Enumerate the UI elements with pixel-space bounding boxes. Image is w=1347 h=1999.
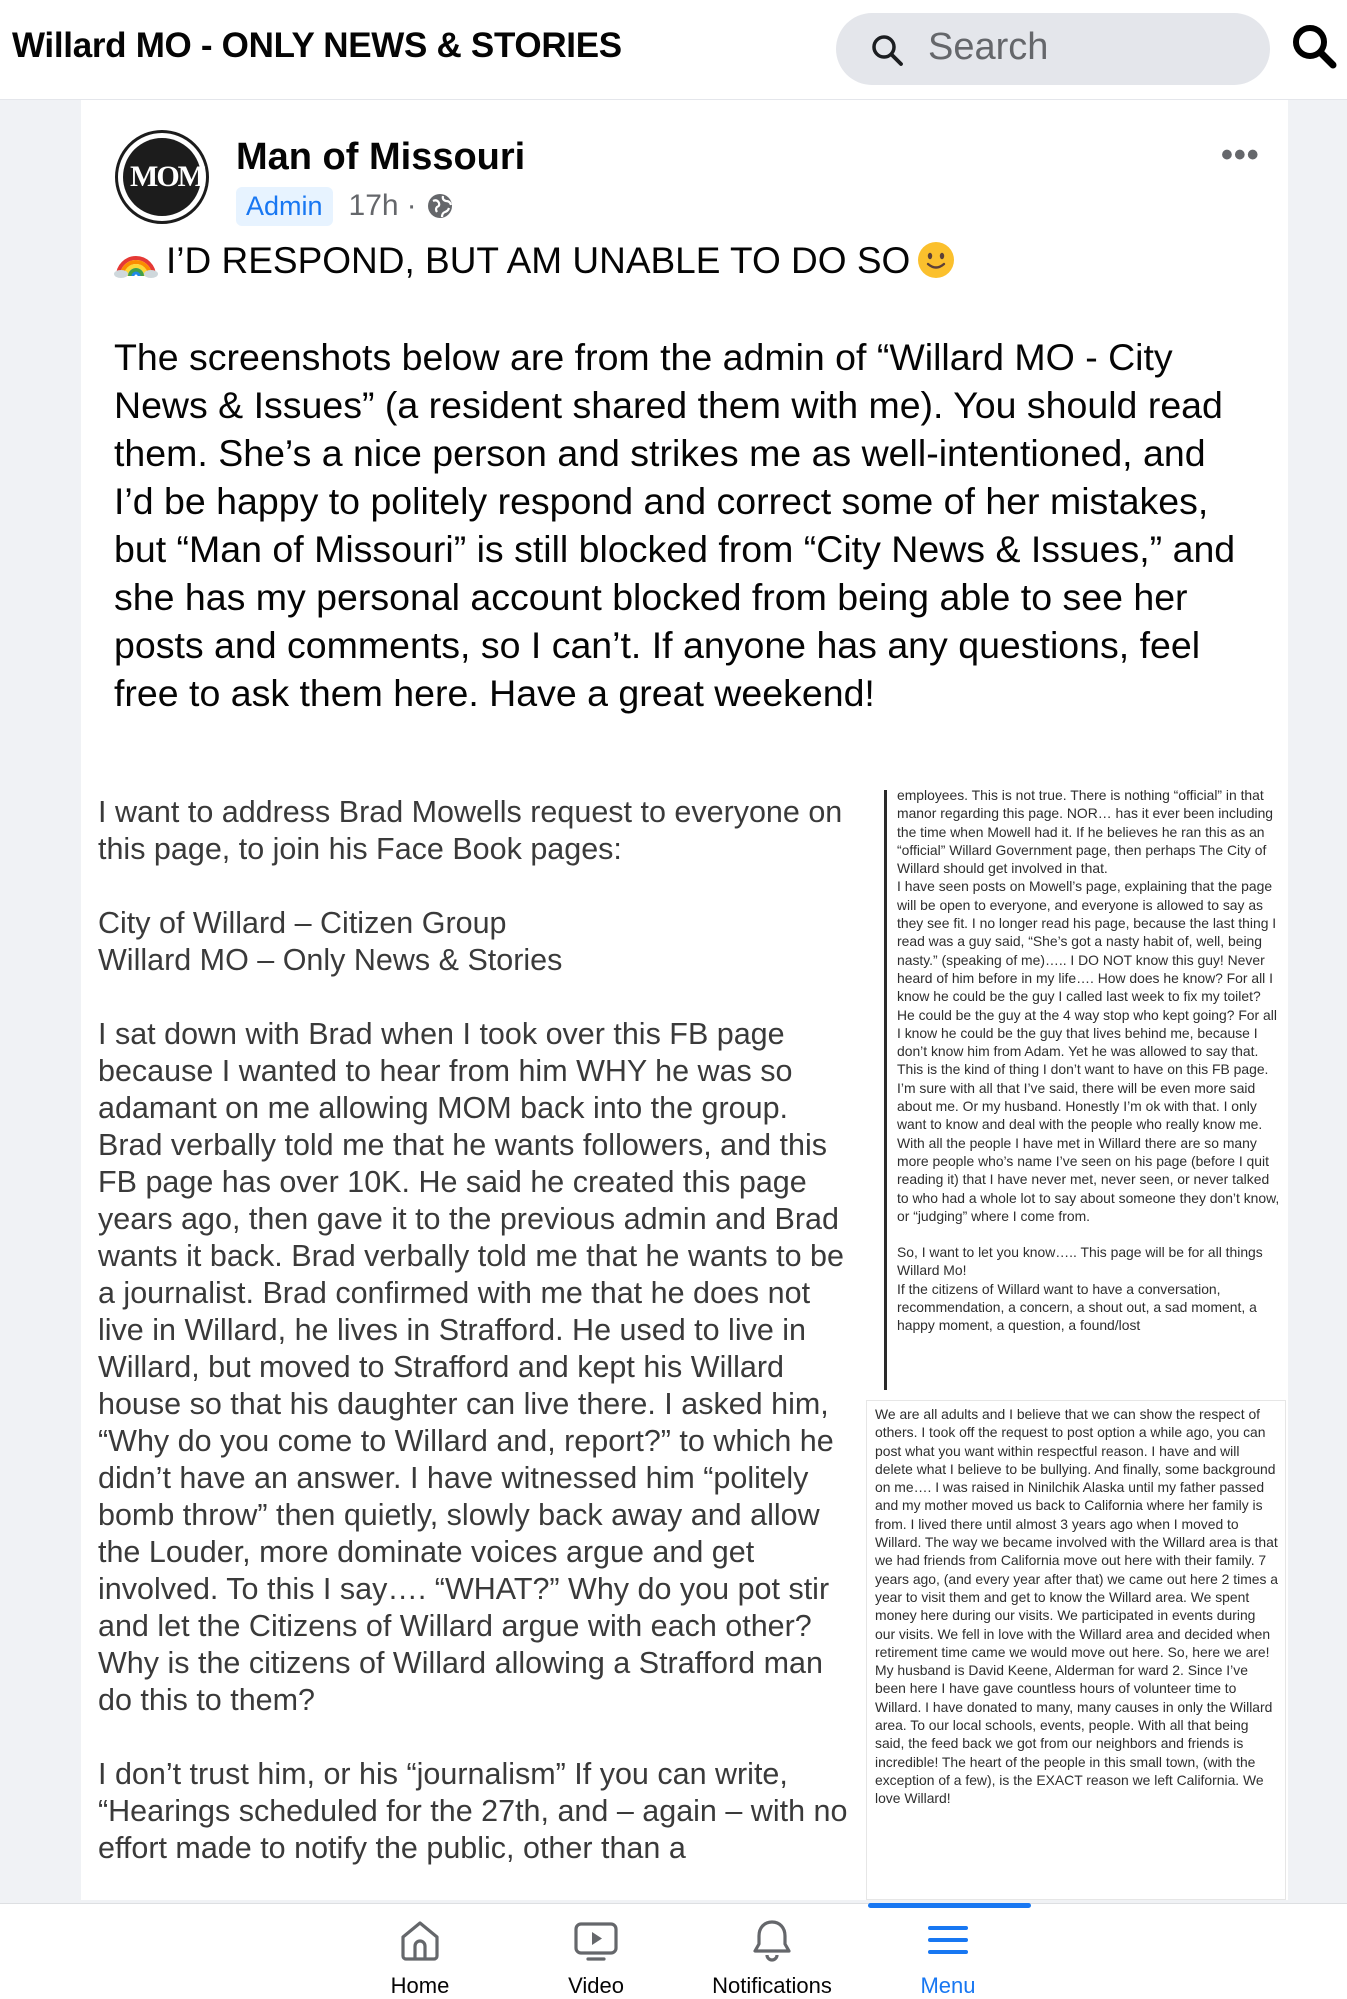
post-author[interactable]: Man of Missouri — [236, 136, 526, 178]
globe-icon — [425, 191, 455, 221]
nav-home-label: Home — [390, 1973, 450, 1998]
post-images[interactable] — [81, 790, 1288, 1900]
post-meta — [236, 185, 455, 227]
group-title[interactable]: Willard MO - ONLY NEWS & STORIES — [12, 26, 622, 65]
left-paragraph: I don’t trust him, or his “journalism” If you can write, “Hearings scheduled for the 27th, and – again – with no effort made to notify the public, other than a — [98, 1757, 848, 1865]
left-page-2: Willard MO – Only News & Stories — [98, 943, 563, 977]
nav-video[interactable] — [511, 1904, 681, 1999]
avatar-logo — [123, 138, 204, 216]
screenshot-right-top[interactable] — [884, 790, 1286, 1390]
nav-menu[interactable] — [863, 1904, 1033, 1999]
search-icon — [870, 33, 904, 67]
bell-icon — [748, 1916, 796, 1964]
left-paragraph: I sat down with Brad when I took over this FB page because I wanted to hear from him WHY he was so adamant on me allowing MOM back into the group. Brad verbally told me that he wants followers, and this FB page has over 10K. He said he created this page years ago, then gave it to the previous admin and Brad wants it back. Brad verbally told me that he wants to be a journalist. Brad confirmed with me that he does not live in Willard, he lives in Strafford. He used to live in Willard, but moved to Strafford and kept his Willard house so that his daughter can live there. I asked him, “Why do you come to Willard and, report?” to which he didn’t have an answer. I have witnessed him “politely bomb throw” then quietly, slowly back away and allow the Louder, more dominate voices argue and get involved. To this I say…. “WHAT?” Why do you pot stir and let the Citizens of Willard argue with each other? Why is the citizens of Willard allowing a Strafford man do this to them? — [98, 1017, 844, 1717]
left-paragraph: I want to address Brad Mowells request to everyone on this page, to join his Face Book pages: — [98, 795, 843, 866]
top-bar — [0, 0, 1347, 100]
right-top-paragraph: So, I want to let you know….. This page will be for all things Willard Mo! — [897, 1244, 1263, 1279]
right-top-paragraph: If the citizens of Willard want to have a conversation, recommendation, a concern, a shout out, a sad moment, a happy moment, a question, a found/lost — [897, 1280, 1257, 1334]
search-button-icon[interactable] — [1290, 22, 1338, 70]
nav-home[interactable] — [335, 1904, 505, 1999]
post-card — [81, 100, 1288, 1900]
screenshot-left-text — [98, 794, 858, 1900]
right-top-paragraph: I have seen posts on Mowell’s page, explaining that the page will be open to everyone, and everyone is allowed to say as they see fit. I no longer read his page, because the last thing I read was a guy said, “She’s got a nasty habit of, well, being nasty.” (speaking of me)….. I DO NOT know this guy! Never heard of him before in my life…. How does he know? For all I know he could be the guy I called last week to fix my toilet? He could be the guy at the 4 way stop who kept going? For all I know he could be the guy that lives behind me, because I don’t know him from Adam. Yet he was allowed to say that. This is the kind of thing I don’t want to have on this FB page. — [897, 878, 1277, 1078]
bottom-nav — [0, 1903, 1347, 1999]
smile-emoji — [916, 240, 956, 280]
screenshot-right-top-text — [897, 790, 1282, 1335]
right-top-paragraph: I’m sure with all that I’ve said, there will be even more said about me. Or my husband. Honestly I’m ok with that. I only want to know and deal with the people who really know me. With all the people I have met in Willard there are so many more people who’s name I’ve seen on his page (before I quit reading it) that I have never met, never seen, or never talked to who had a whole lot to say about someone they don’t know, or “judging” where I come from. — [897, 1079, 1280, 1224]
avatar[interactable] — [115, 130, 209, 224]
search-input[interactable] — [836, 13, 1270, 85]
right-top-paragraph: employees. This is not true. There is nothing “official” in that manor regarding this page. NOR… has it ever been including the time when Mowell had it. If he believes he ran this as an “official” Willard Government page, then perhaps The City of Willard should get involved in that. — [897, 790, 1274, 877]
video-icon — [572, 1916, 620, 1964]
screenshot-right-bottom[interactable] — [866, 1400, 1286, 1900]
left-page-1: City of Willard – Citizen Group — [98, 906, 507, 940]
search-placeholder: Search — [928, 26, 1049, 68]
nav-menu-label: Menu — [920, 1973, 976, 1998]
active-tab-indicator — [868, 1903, 1031, 1908]
meta-separator: · — [406, 189, 417, 222]
headline-text: I’D RESPOND, BUT AM UNABLE TO DO SO — [166, 240, 911, 281]
admin-badge: Admin — [236, 187, 333, 226]
post-body: The screenshots below are from the admin of “Willard MO - City News & Issues” (a resident shared them with me). You should read them. She’s a nice person and strikes me as well-intentioned, and I’d be happy to politely respond and correct some of her mistakes, but “Man of Missouri” is still blocked from “City News & Issues,” and she has my personal account blocked from being able to see her posts and comments, so I can’t. If anyone has any questions, feel free to ask them here. Have a great weekend! — [114, 336, 1236, 714]
nav-notifications[interactable] — [687, 1904, 857, 1999]
nav-video-label: Video — [568, 1973, 624, 1998]
post-time[interactable]: 17h — [348, 189, 399, 222]
left-page-list — [98, 905, 858, 979]
home-icon — [396, 1916, 444, 1964]
avatar-logo-text: MOM — [130, 160, 204, 193]
rainbow-emoji — [114, 242, 158, 278]
more-options-button[interactable]: ••• — [1221, 136, 1260, 174]
post-headline — [114, 240, 1264, 282]
nav-notifications-label: Notifications — [712, 1973, 832, 1998]
screenshot-right-bottom-text: We are all adults and I believe that we can show the respect of others. I took off the request to post option a while ago, you can post what you want within respectful reason. I have and will delete what I believe to be bullying. And finally, some background on me…. I was raised in Ninilchik Alaska until my father passed and my mother moved us back to California where her family is from. I lived there until almost 3 years ago when I moved to Willard. The way we became involved with the Willard area is that we had friends from California move out here with their family. 7 years ago, (and every year after that) we came out here 2 times a year to visit them and get to know the Willard area. We spent money here during our visits. We participated in events during our visits. We fell in love with the Willard area and decided when retirement time came we would move out here. So, here we are! My husband is David Keene, Alderman for ward 2. Since I’ve been here I have gave countless hours of volunteer time to Willard. I have donated to many, many causes in only the Willard area. To our local schools, events, people. With all that being said, the feed back we got from our neighbors and friends is incredible! The heart of the people in this small town, (with the exception of a few), is the EXACT reason we left California. We love Willard! — [875, 1406, 1279, 1807]
menu-icon — [924, 1916, 972, 1964]
screenshot-left[interactable] — [81, 790, 859, 1900]
